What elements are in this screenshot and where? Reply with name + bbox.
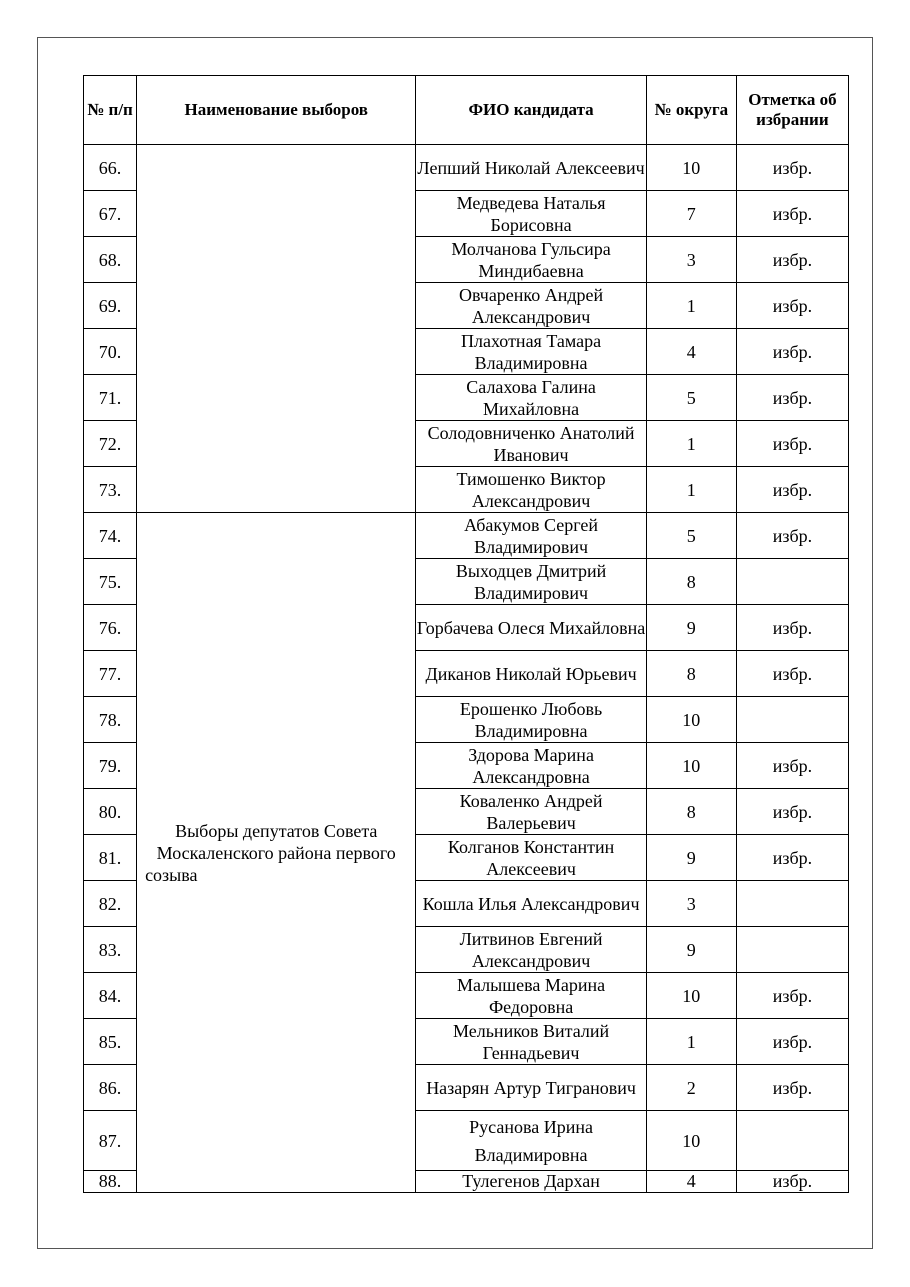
row-num: 68. [84,237,137,283]
election-mark: избр. [736,605,848,651]
district-number: 10 [646,743,736,789]
candidate-name: Кошла Илья Александрович [416,881,646,927]
election-mark: избр. [736,421,848,467]
candidate-name: Русанова Ирина Владимировна [416,1111,646,1171]
district-number: 5 [646,375,736,421]
candidate-name: Лепший Николай Алексеевич [416,145,646,191]
election-mark: избр. [736,375,848,421]
election-mark: избр. [736,835,848,881]
election-mark [736,1111,848,1171]
election-mark: избр. [736,145,848,191]
district-number: 8 [646,559,736,605]
row-num: 86. [84,1065,137,1111]
row-num: 80. [84,789,137,835]
row-num: 84. [84,973,137,1019]
election-mark: избр. [736,513,848,559]
row-num: 83. [84,927,137,973]
election-mark: избр. [736,1065,848,1111]
district-number: 9 [646,605,736,651]
row-num: 67. [84,191,137,237]
candidate-name: Здорова Марина Александровна [416,743,646,789]
candidate-name: Коваленко Андрей Валерьевич [416,789,646,835]
header-candidate: ФИО кандидата [416,76,646,145]
district-number: 4 [646,1171,736,1193]
row-num: 75. [84,559,137,605]
row-num: 74. [84,513,137,559]
candidate-name: Овчаренко Андрей Александрович [416,283,646,329]
candidate-name: Диканов Николай Юрьевич [416,651,646,697]
district-number: 10 [646,145,736,191]
table-body [84,145,849,1193]
election-mark: избр. [736,743,848,789]
election-mark [736,559,848,605]
row-num: 76. [84,605,137,651]
row-num: 69. [84,283,137,329]
district-number: 2 [646,1065,736,1111]
candidate-name: Колганов Константин Алексеевич [416,835,646,881]
district-number: 8 [646,651,736,697]
district-number: 10 [646,1111,736,1171]
election-mark [736,927,848,973]
table-row [84,513,849,559]
row-num: 73. [84,467,137,513]
candidate-name: Назарян Артур Тигранович [416,1065,646,1111]
header-election: Наименование выборов [137,76,416,145]
district-number: 9 [646,835,736,881]
candidate-name: Салахова Галина Михайловна [416,375,646,421]
candidate-name: Абакумов Сергей Владимирович [416,513,646,559]
candidate-name: Медведева Наталья Борисовна [416,191,646,237]
table-header-row [84,76,849,145]
district-number: 7 [646,191,736,237]
header-mark: Отметка об избрании [736,76,848,145]
row-num: 71. [84,375,137,421]
row-num: 87. [84,1111,137,1171]
candidate-name: Плахотная Тамара Владимировна [416,329,646,375]
row-num: 82. [84,881,137,927]
candidate-name: Выходцев Дмитрий Владимирович [416,559,646,605]
district-number: 3 [646,881,736,927]
district-number: 1 [646,1019,736,1065]
election-mark: избр. [736,467,848,513]
row-num: 88. [84,1171,137,1193]
table-row [84,145,849,191]
election-mark: избр. [736,789,848,835]
candidate-name: Тулегенов Дархан [416,1171,646,1193]
election-cell-group2: Выборы депутатов Совета Москаленского района первого созыва [137,513,416,1193]
election-mark [736,881,848,927]
row-num: 77. [84,651,137,697]
row-num: 79. [84,743,137,789]
district-number: 4 [646,329,736,375]
row-num: 85. [84,1019,137,1065]
candidate-name: Горбачева Олеся Михайловна [416,605,646,651]
candidate-name: Солодовниченко Анатолий Иванович [416,421,646,467]
row-num: 70. [84,329,137,375]
row-num: 66. [84,145,137,191]
election-mark: избр. [736,329,848,375]
candidate-name: Малышева Марина Федоровна [416,973,646,1019]
district-number: 10 [646,697,736,743]
district-number: 1 [646,421,736,467]
row-num: 81. [84,835,137,881]
district-number: 3 [646,237,736,283]
header-district: № округа [646,76,736,145]
election-mark: избр. [736,973,848,1019]
election-cell-group1 [137,145,416,513]
election-mark: избр. [736,283,848,329]
row-num: 78. [84,697,137,743]
district-number: 9 [646,927,736,973]
row-num: 72. [84,421,137,467]
district-number: 5 [646,513,736,559]
district-number: 1 [646,283,736,329]
candidate-name: Литвинов Евгений Александрович [416,927,646,973]
candidate-name: Ерошенко Любовь Владимировна [416,697,646,743]
election-mark: избр. [736,651,848,697]
election-mark: избр. [736,191,848,237]
district-number: 8 [646,789,736,835]
election-mark: избр. [736,1171,848,1193]
candidate-name: Молчанова Гульсира Миндибаевна [416,237,646,283]
candidate-name: Мельников Виталий Геннадьевич [416,1019,646,1065]
district-number: 10 [646,973,736,1019]
candidate-name: Тимошенко Виктор Александрович [416,467,646,513]
election-mark: избр. [736,1019,848,1065]
header-num: № п/п [84,76,137,145]
election-mark [736,697,848,743]
district-number: 1 [646,467,736,513]
election-mark: избр. [736,237,848,283]
elections-table [83,75,849,1193]
